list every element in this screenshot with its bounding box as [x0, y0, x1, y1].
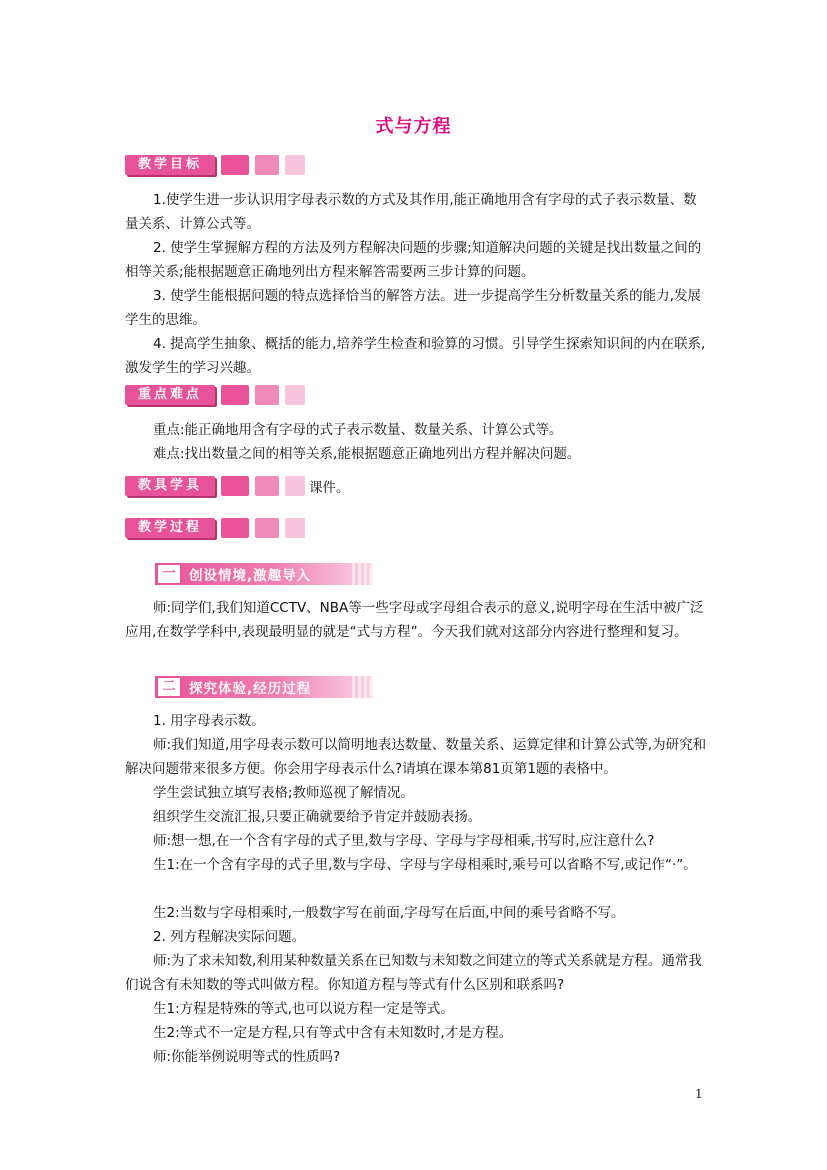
decor-square	[285, 518, 305, 538]
paragraph: 生2:当数与字母相乘时,一般数字写在前面,字母写在后面,中间的乘号省略不写。	[153, 905, 625, 921]
page-title: 式与方程	[375, 116, 452, 137]
section-header-tools	[125, 476, 350, 496]
decor-square	[255, 476, 279, 496]
paragraph: 师:同学们,我们知道CCTV、NBA等一些字母或字母组合表示的意义,说明字母在生活中被广泛应用,在数学学科中,表现最明显的就是“式与方程”。今天我们就对这部分内容进行整理和复习。	[125, 600, 704, 640]
decor-stripes	[349, 563, 373, 585]
section-tag: 教具学具	[125, 476, 215, 496]
section-tag: 教学过程	[125, 518, 215, 538]
subsection-title: 创设情境,激趣导入	[189, 568, 312, 584]
decor-square	[221, 385, 249, 405]
paragraph: 生2:等式不一定是方程,只有等式中含有未知数时,才是方程。	[153, 1025, 513, 1041]
paragraph: 2. 列方程解决实际问题。	[153, 929, 306, 945]
paragraph: 师:想一想,在一个含有字母的式子里,数与字母、字母与字母相乘,书写时,应注意什么?	[153, 833, 655, 849]
decor-square	[255, 385, 279, 405]
subsection-header-explore	[155, 676, 373, 698]
paragraph: 组织学生交流汇报,只要正确就要给予肯定并鼓励表扬。	[153, 809, 482, 825]
tools-text: 课件。	[309, 480, 350, 496]
subsection-title: 探究体验,经历过程	[189, 681, 312, 697]
paragraph: 生1:在一个含有字母的式子里,数与字母、字母与字母相乘时,乘号可以省略不写,或记作“·”。	[153, 857, 697, 873]
section-tag: 重点难点	[125, 385, 215, 405]
section-header-key-points	[125, 385, 305, 405]
decor-square	[285, 155, 305, 175]
objective-item: 1.使学生进一步认识用字母表示数的方式及其作用,能正确地用含有字母的式子表示数量、数量关系、计算公式等。	[125, 192, 697, 232]
page-number: 1	[695, 1087, 703, 1101]
section-header-process	[125, 518, 305, 538]
section-tag: 教学目标	[125, 155, 215, 175]
objective-item: 4. 提高学生抽象、概括的能力,培养学生检查和验算的习惯。引导学生探索知识间的内在联系,激发学生的学习兴趣。	[125, 336, 706, 376]
decor-square	[285, 385, 305, 405]
decor-square	[285, 476, 305, 496]
paragraph: 生1:方程是特殊的等式,也可以说方程一定是等式。	[153, 1001, 454, 1017]
objective-item: 3. 使学生能根据问题的特点选择恰当的解答方法。进一步提高学生分析数量关系的能力,发展学生的思维。	[125, 288, 701, 328]
decor-square	[221, 476, 249, 496]
paragraph: 1. 用字母表示数。	[153, 713, 265, 729]
difficult-point-line: 难点:找出数量之间的相等关系,能根据题意正确地列出方程并解决问题。	[153, 446, 581, 462]
key-point-line: 重点:能正确地用含有字母的式子表示数量、数量关系、计算公式等。	[153, 422, 563, 438]
subsection-number: 二	[157, 677, 181, 697]
objective-item: 2. 使学生掌握解方程的方法及列方程解决问题的步骤;知道解决问题的关键是找出数量之间的相等关系;能根据题意正确地列出方程来解答需要两三步计算的问题。	[125, 240, 702, 280]
paragraph: 师:为了求未知数,利用某种数量关系在已知数与未知数之间建立的等式关系就是方程。通常我们说含有未知数的等式叫做方程。你知道方程与等式有什么区别和联系吗?	[125, 953, 702, 993]
subsection-number: 一	[157, 564, 181, 584]
decor-square	[221, 155, 249, 175]
section-header-objectives	[125, 155, 305, 175]
paragraph: 师:我们知道,用字母表示数可以简明地表达数量、数量关系、运算定律和计算公式等,为研究和解决问题带来很多方便。你会用字母表示什么?请填在课本第81页第1题的表格中。	[125, 737, 707, 777]
decor-square	[255, 518, 279, 538]
paragraph: 师:你能举例说明等式的性质吗?	[153, 1049, 341, 1065]
decor-stripes	[349, 676, 373, 698]
decor-square	[255, 155, 279, 175]
decor-square	[221, 518, 249, 538]
paragraph: 学生尝试独立填写表格;教师巡视了解情况。	[153, 785, 415, 801]
subsection-header-intro	[155, 563, 373, 585]
